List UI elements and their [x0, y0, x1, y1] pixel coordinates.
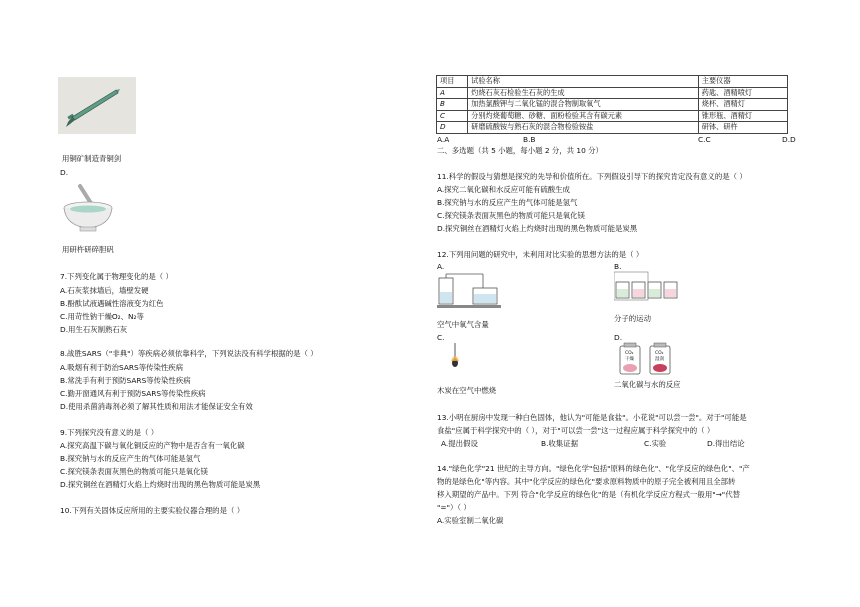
q12-label-d: D.	[614, 333, 623, 342]
jar-label-wet: 湿润	[655, 357, 664, 362]
table-option-b: B.B	[523, 135, 536, 144]
q10-stem: 10.下列有关固体反应所用的主要实验仪器合理的是（ ）	[60, 506, 245, 515]
jar-label-dry: 干燥	[625, 357, 634, 362]
q8-option-c: C.勤开窗通风有利于预防SARS等传染性疾病	[60, 389, 206, 398]
q12-caption-c: 木炭在空气中燃烧	[437, 386, 497, 395]
table-header: 试验名称	[468, 76, 699, 88]
q7-option-c: C.用苛性钠干燥O₂、N₂等	[60, 312, 144, 321]
table-cell: 烧杯、酒精灯	[698, 99, 787, 111]
charcoal-combustion-figure	[437, 343, 473, 379]
q9-option-d: D.探究铜丝在酒精灯火焰上灼烧时出现的黑色物质可能是炭黑	[60, 480, 261, 489]
q13-stem-line2: 食盐"应属于科学探究中的（ ），对于"可以尝一尝"这一过程应属于科学探究中的（ ）	[437, 426, 715, 435]
q14-stem-line3: 移入期望的产品中。下列 符合"化学反应的绿色化"的是（有机化学反应方程式一般用"→"代替	[437, 490, 740, 499]
q12-label-c: C.	[437, 333, 445, 342]
table-cell: 锥形瓶、酒精灯	[698, 110, 787, 122]
table-cell: A	[437, 87, 468, 99]
q11-option-d: D.探究铜丝在酒精灯火焰上灼烧时出现的黑色物质可能是炭黑	[437, 224, 638, 233]
q9-stem: 9.下列探究没有意义的是（ ）	[60, 428, 159, 437]
option-d-label: D.	[60, 168, 69, 177]
q7-option-d: D.用生石灰制熟石灰	[60, 325, 128, 334]
table-row	[437, 122, 788, 134]
molecule-motion-beakers-figure	[614, 270, 678, 304]
q13-option-c: C.实验	[644, 439, 667, 448]
table-cell: 研磨硫酸铵与熟石灰的混合物检验铵盐	[468, 122, 699, 134]
q13-option-d: D.得出结论	[707, 439, 745, 448]
q7-option-a: A.石灰浆抹墙后，墙壁发硬	[60, 286, 149, 295]
q12-label-a: A.	[437, 262, 445, 271]
q12-caption-d: 二氧化碳与水的反应	[614, 380, 681, 389]
mortar-pestle-figure	[58, 182, 118, 234]
co2-water-jars-figure	[616, 342, 676, 378]
table-cell: 研钵、研杵	[698, 122, 787, 134]
table-cell: B	[437, 99, 468, 111]
table-cell: 加热氯酸钾与二氧化锰的混合物制取氧气	[468, 99, 699, 111]
table-option-a: A.A	[437, 135, 450, 144]
table-cell: 分别灼烧葡萄糖、砂糖、面粉检验其含有碳元素	[468, 110, 699, 122]
q8-option-b: B.常洗手有利于预防SARS等传染性疾病	[60, 376, 191, 385]
table-header-row	[437, 76, 788, 88]
instrument-table	[436, 75, 788, 134]
q11-option-b: B.探究钠与水的反应产生的气体可能是氢气	[437, 198, 578, 207]
q11-option-a: A.探究二氧化碳和水反应可能有硫酸生成	[437, 185, 570, 194]
jar-label-co2-right: CO₂	[655, 351, 664, 356]
q7-stem: 7.下列变化属于物理变化的是（ ）	[60, 272, 173, 281]
q8-option-a: A.吸烟有利于防治SARS等传染性疾病	[60, 363, 184, 372]
q12-caption-a: 空气中氧气含量	[437, 320, 489, 329]
q9-option-a: A.探究高温下碳与氧化铜反应的产物中是否含有一氧化碳	[60, 441, 245, 450]
table-cell: C	[437, 110, 468, 122]
oxygen-content-apparatus-figure	[437, 272, 509, 312]
section-title-multiple-choice: 二、多选题（共 5 小题，每小题 2 分，共 10 分）	[437, 146, 603, 155]
table-cell: 灼烧石灰石检验生石灰的生成	[468, 87, 699, 99]
q9-option-c: C.探究镁条表面灰黑色的物质可能只是氧化镁	[60, 467, 208, 476]
q12-caption-b: 分子的运动	[614, 314, 651, 323]
table-row	[437, 87, 788, 99]
q7-option-b: B.酚酞试液遇碱性溶液变为红色	[60, 299, 164, 308]
q9-option-b: B.探究钠与水的反应产生的气体可能是氢气	[60, 454, 201, 463]
q13-stem-line1: 13.小明在厨房中发现一种白色固体，他认为"可能是食盐"。小花说"可以尝一尝"。对于"可能是	[437, 413, 747, 422]
table-option-c: C.C	[698, 135, 711, 144]
q12-label-b: B.	[614, 262, 622, 271]
table-cell: 药匙、酒精喷灯	[698, 87, 787, 99]
q12-stem: 12.下列用问题的研究中，未利用对比实验的思想方法的是（ ）	[437, 250, 644, 259]
q14-stem-line1: 14."绿色化学"21 世纪的主导方向。"绿色化学"包括"原料的绿色化"、"化学反应的绿色化"、"产	[437, 464, 750, 473]
table-option-d: D.D	[782, 135, 796, 144]
q8-stem: 8.战胜SARS（"非典"）等疾病必须依靠科学，下列说法没有科学根据的是（ ）	[60, 349, 318, 358]
table-header: 项目	[437, 76, 468, 88]
q13-option-a: A.提出假设	[441, 439, 478, 448]
jar-label-co2-left: CO₂	[625, 351, 634, 356]
sword-caption: 用铜矿制造青铜剑	[62, 154, 122, 163]
q11-option-c: C.探究镁条表面灰黑色的物质可能只是氧化镁	[437, 211, 585, 220]
mortar-caption: 用研杵研碎胆矾	[62, 245, 114, 254]
table-header: 主要仪器	[698, 76, 787, 88]
table-row	[437, 110, 788, 122]
table-cell: D	[437, 122, 468, 134]
table-row	[437, 99, 788, 111]
q14-stem-line2: 物的是绿色化"等内容。其中"化学反应的绿色化"要求原料物质中的原子完全被利用且全部转	[437, 477, 736, 486]
q14-option-a: A.实验室制二氧化碳	[437, 516, 504, 525]
bronze-sword-photo	[58, 77, 136, 134]
q8-option-d: D.使用杀菌消毒剂必须了解其性质和用法才能保证安全有效	[60, 402, 253, 411]
q11-stem: 11.科学的假设与猜想是探究的先导和价值所在。下列假设引导下的探究肯定没有意义的是（ ）	[437, 172, 747, 181]
q14-stem-line4: "="）（ ）	[437, 503, 471, 512]
q13-option-b: B.收集证据	[541, 439, 578, 448]
